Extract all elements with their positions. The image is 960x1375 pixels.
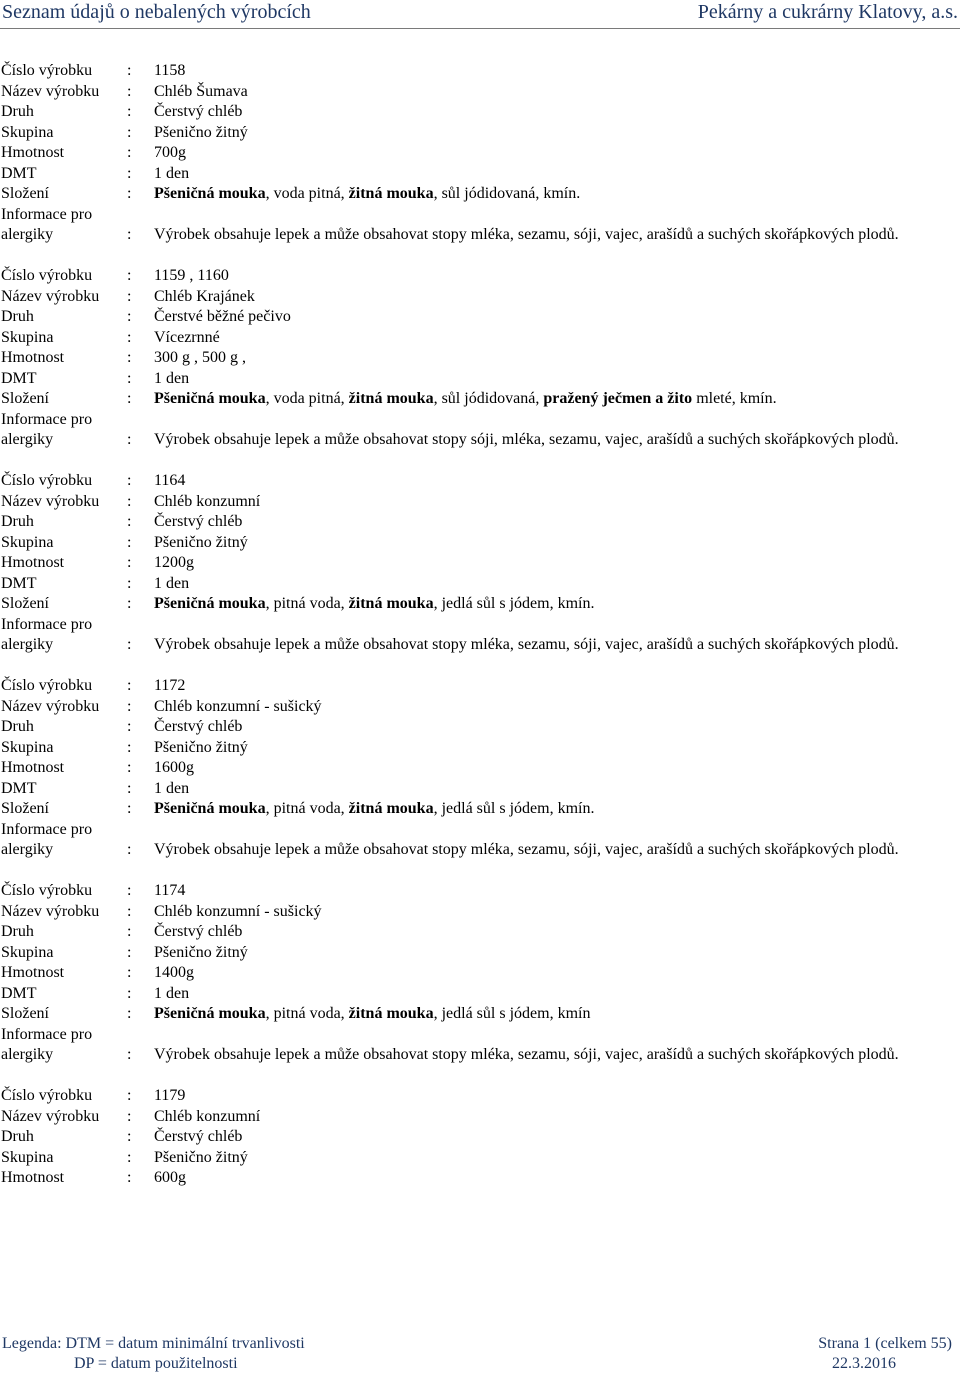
legend-dtm: Legenda: DTM = datum minimální trvanlivosti xyxy=(2,1335,305,1352)
product-composition-label: Složení xyxy=(1,800,49,817)
field-separator: : xyxy=(127,595,132,612)
product-weight-row xyxy=(0,553,960,574)
product-name-row xyxy=(0,492,960,513)
product-type-row xyxy=(0,717,960,738)
product-name-value: Chléb Krajánek xyxy=(154,287,255,305)
ingredient-text: , voda pitná, xyxy=(265,185,349,202)
ingredient-text: , sůl jódidovaná, kmín. xyxy=(433,185,581,202)
product-dmt-value: 1 den xyxy=(154,984,190,1002)
product-composition-label: Složení xyxy=(1,595,49,612)
document-title: Seznam údajů o nebalených výrobcích xyxy=(2,1,311,23)
product-group-label: Skupina xyxy=(1,533,54,551)
product-weight-label: Hmotnost xyxy=(1,1169,65,1186)
product-dmt-row xyxy=(0,369,960,390)
product-number-value: 1159 , 1160 xyxy=(154,267,229,284)
product-group-row xyxy=(0,738,960,759)
product-name-label: Název výrobku xyxy=(1,1107,100,1125)
ingredient-highlight: žitná mouka xyxy=(348,800,434,817)
field-separator: : xyxy=(127,677,132,694)
product-group-value: Pšenično žitný xyxy=(154,943,248,961)
product-composition-row xyxy=(0,1004,960,1025)
field-separator: : xyxy=(127,287,132,305)
product-group-row xyxy=(0,328,960,349)
field-separator: : xyxy=(127,226,132,243)
product-name-row xyxy=(0,1107,960,1128)
product-allergens-value: Výrobek obsahuje lepek a může obsahovat stopy mléka, sezamu, sóji, vajec, arašídů a suchých skořápkových plodů. xyxy=(154,226,899,243)
product-weight-row xyxy=(0,963,960,984)
print-date: 22.3.2016 xyxy=(832,1355,896,1372)
product-weight-row xyxy=(0,143,960,164)
product-type-label: Druh xyxy=(1,923,34,940)
product-type-row xyxy=(0,512,960,533)
product-group-row xyxy=(0,533,960,554)
product-composition-row xyxy=(0,799,960,820)
allergen-label-row xyxy=(0,410,960,431)
product-group-row xyxy=(0,1148,960,1169)
product-type-value: Čerstvý chléb xyxy=(154,923,243,940)
product-composition-row xyxy=(0,594,960,615)
product-weight-label: Hmotnost xyxy=(1,759,65,776)
product-name-label: Název výrobku xyxy=(1,287,100,305)
allergen-label-top: Informace pro xyxy=(1,615,93,633)
allergen-label-top: Informace pro xyxy=(1,1025,93,1043)
ingredient-highlight: Pšeničná mouka xyxy=(154,185,266,202)
product-weight-label: Hmotnost xyxy=(1,964,65,981)
product-group-row xyxy=(0,943,960,964)
product-allergens-value: Výrobek obsahuje lepek a může obsahovat stopy mléka, sezamu, sóji, vajec, arašídů a suchých skořápkových plodů. xyxy=(154,841,899,858)
product-type-label: Druh xyxy=(1,1128,34,1145)
ingredient-text: , jedlá sůl s jódem, kmín xyxy=(433,1005,591,1022)
allergen-label-top: Informace pro xyxy=(1,820,93,838)
product-dmt-label: DMT xyxy=(1,164,37,182)
field-separator: : xyxy=(127,1046,132,1063)
product-number-value: 1158 xyxy=(154,62,186,79)
product-entry xyxy=(0,61,960,246)
product-number-label: Číslo výrobku xyxy=(1,1087,93,1104)
product-composition-label: Složení xyxy=(1,390,49,407)
field-separator: : xyxy=(127,841,132,858)
product-weight-value: 300 g , 500 g , xyxy=(154,349,246,366)
product-dmt-row xyxy=(0,984,960,1005)
field-separator: : xyxy=(127,369,132,387)
product-dmt-label: DMT xyxy=(1,369,37,387)
ingredient-text: , pitná voda, xyxy=(265,595,349,612)
field-separator: : xyxy=(127,1128,132,1145)
field-separator: : xyxy=(127,800,132,817)
product-composition-value xyxy=(154,1004,960,1025)
product-number-row xyxy=(0,881,960,902)
product-number-row xyxy=(0,676,960,697)
field-separator: : xyxy=(127,267,132,284)
field-separator: : xyxy=(127,308,132,325)
ingredient-highlight: žitná mouka xyxy=(348,1005,434,1022)
product-name-label: Název výrobku xyxy=(1,902,100,920)
field-separator: : xyxy=(127,390,132,407)
product-entry xyxy=(0,1086,960,1189)
product-group-label: Skupina xyxy=(1,123,54,141)
product-dmt-row xyxy=(0,779,960,800)
product-weight-value: 1400g xyxy=(154,964,194,981)
header-divider xyxy=(0,28,960,29)
product-allergens-value: Výrobek obsahuje lepek a může obsahovat stopy mléka, sezamu, sóji, vajec, arašídů a suchých skořápkových plodů. xyxy=(154,636,899,653)
product-dmt-value: 1 den xyxy=(154,164,190,182)
product-entry xyxy=(0,676,960,861)
page-footer xyxy=(0,1334,960,1375)
allergen-label-row xyxy=(0,615,960,636)
ingredient-highlight: Pšeničná mouka xyxy=(154,1005,266,1022)
product-weight-row xyxy=(0,1168,960,1189)
product-dmt-row xyxy=(0,574,960,595)
field-separator: : xyxy=(127,123,132,141)
product-number-value: 1172 xyxy=(154,677,186,694)
product-allergens-label: alergiky xyxy=(1,226,54,243)
field-separator: : xyxy=(127,103,132,120)
ingredient-text: mleté, kmín. xyxy=(692,390,777,407)
product-number-row xyxy=(0,471,960,492)
product-type-row xyxy=(0,307,960,328)
product-number-label: Číslo výrobku xyxy=(1,62,93,79)
product-allergens-label: alergiky xyxy=(1,431,54,448)
product-allergens-label: alergiky xyxy=(1,841,54,858)
product-number-row xyxy=(0,61,960,82)
product-name-value: Chléb konzumní xyxy=(154,1107,261,1125)
product-group-label: Skupina xyxy=(1,738,54,756)
company-name: Pekárny a cukrárny Klatovy, a.s. xyxy=(697,1,958,23)
product-number-value: 1179 xyxy=(154,1087,186,1104)
ingredient-text: , sůl jódidovaná, xyxy=(433,390,544,407)
product-type-value: Čerstvé běžné pečivo xyxy=(154,308,291,325)
field-separator: : xyxy=(127,328,132,346)
product-group-value: Pšenično žitný xyxy=(154,738,248,756)
field-separator: : xyxy=(127,349,132,366)
product-name-value: Chléb konzumní - sušický xyxy=(154,902,322,920)
ingredient-text: , jedlá sůl s jódem, kmín. xyxy=(433,595,595,612)
field-separator: : xyxy=(127,82,132,100)
field-separator: : xyxy=(127,902,132,920)
product-weight-value: 1600g xyxy=(154,759,194,776)
product-composition-label: Složení xyxy=(1,1005,49,1022)
product-composition-value xyxy=(154,799,960,820)
product-type-label: Druh xyxy=(1,513,34,530)
allergen-label-top: Informace pro xyxy=(1,205,93,223)
product-name-row xyxy=(0,82,960,103)
product-name-label: Název výrobku xyxy=(1,492,100,510)
product-entry xyxy=(0,471,960,656)
product-dmt-label: DMT xyxy=(1,779,37,797)
product-weight-value: 600g xyxy=(154,1169,186,1186)
field-separator: : xyxy=(127,779,132,797)
product-number-label: Číslo výrobku xyxy=(1,267,93,284)
product-composition-value xyxy=(154,184,960,205)
field-separator: : xyxy=(127,984,132,1002)
ingredient-text: , pitná voda, xyxy=(265,1005,349,1022)
product-dmt-value: 1 den xyxy=(154,369,190,387)
allergen-label-row xyxy=(0,820,960,841)
product-group-value: Pšenično žitný xyxy=(154,1148,248,1166)
page-header xyxy=(0,0,960,30)
product-allergens-value: Výrobek obsahuje lepek a může obsahovat stopy mléka, sezamu, sóji, vajec, arašídů a suchých skořápkových plodů. xyxy=(154,1046,899,1063)
product-number-value: 1164 xyxy=(154,472,186,489)
product-type-row xyxy=(0,1127,960,1148)
allergen-label-row xyxy=(0,1025,960,1046)
product-group-row xyxy=(0,123,960,144)
field-separator: : xyxy=(127,1169,132,1186)
product-allergens-row xyxy=(0,225,960,246)
product-composition-value xyxy=(154,594,960,615)
field-separator: : xyxy=(127,1107,132,1125)
product-type-value: Čerstvý chléb xyxy=(154,513,243,530)
field-separator: : xyxy=(127,62,132,79)
product-number-row xyxy=(0,1086,960,1107)
product-dmt-value: 1 den xyxy=(154,779,190,797)
page-number: Strana 1 (celkem 55) xyxy=(818,1335,952,1352)
ingredient-highlight: Pšeničná mouka xyxy=(154,800,266,817)
product-dmt-label: DMT xyxy=(1,984,37,1002)
product-weight-label: Hmotnost xyxy=(1,144,65,161)
product-name-value: Chléb konzumní xyxy=(154,492,261,510)
product-number-label: Číslo výrobku xyxy=(1,472,93,489)
product-type-label: Druh xyxy=(1,103,34,120)
product-type-row xyxy=(0,102,960,123)
product-entry xyxy=(0,266,960,451)
field-separator: : xyxy=(127,1148,132,1166)
product-type-value: Čerstvý chléb xyxy=(154,103,243,120)
ingredient-highlight: žitná mouka xyxy=(348,390,434,407)
product-weight-row xyxy=(0,758,960,779)
product-type-label: Druh xyxy=(1,308,34,325)
product-composition-row xyxy=(0,389,960,410)
product-group-value: Pšenično žitný xyxy=(154,123,248,141)
field-separator: : xyxy=(127,636,132,653)
ingredient-text: , voda pitná, xyxy=(265,390,349,407)
product-group-label: Skupina xyxy=(1,943,54,961)
field-separator: : xyxy=(127,554,132,571)
product-name-value: Chléb konzumní - sušický xyxy=(154,697,322,715)
product-allergens-row xyxy=(0,635,960,656)
field-separator: : xyxy=(127,923,132,940)
ingredient-highlight: Pšeničná mouka xyxy=(154,390,266,407)
field-separator: : xyxy=(127,718,132,735)
ingredient-highlight: žitná mouka xyxy=(348,595,434,612)
product-name-row xyxy=(0,902,960,923)
product-allergens-label: alergiky xyxy=(1,1046,54,1063)
product-allergens-row xyxy=(0,430,960,451)
product-number-row xyxy=(0,266,960,287)
field-separator: : xyxy=(127,164,132,182)
legend-dp: DP = datum použitelnosti xyxy=(74,1355,238,1372)
product-allergens-row xyxy=(0,840,960,861)
field-separator: : xyxy=(127,943,132,961)
product-weight-label: Hmotnost xyxy=(1,554,65,571)
product-dmt-value: 1 den xyxy=(154,574,190,592)
product-list xyxy=(0,61,960,1209)
field-separator: : xyxy=(127,1005,132,1022)
product-number-value: 1174 xyxy=(154,882,186,899)
product-weight-value: 1200g xyxy=(154,554,194,571)
product-composition-label: Složení xyxy=(1,185,49,202)
field-separator: : xyxy=(127,738,132,756)
product-weight-label: Hmotnost xyxy=(1,349,65,366)
product-group-value: Pšenično žitný xyxy=(154,533,248,551)
product-name-value: Chléb Šumava xyxy=(154,82,248,100)
field-separator: : xyxy=(127,513,132,530)
product-name-label: Název výrobku xyxy=(1,82,100,100)
product-composition-value xyxy=(154,389,960,410)
ingredient-highlight: žitná mouka xyxy=(348,185,434,202)
product-allergens-label: alergiky xyxy=(1,636,54,653)
product-number-label: Číslo výrobku xyxy=(1,882,93,899)
allergen-label-top: Informace pro xyxy=(1,410,93,428)
allergen-label-row xyxy=(0,205,960,226)
field-separator: : xyxy=(127,431,132,448)
product-group-label: Skupina xyxy=(1,328,54,346)
field-separator: : xyxy=(127,574,132,592)
product-composition-row xyxy=(0,184,960,205)
ingredient-highlight: pražený ječmen a žito xyxy=(543,390,693,407)
product-allergens-value: Výrobek obsahuje lepek a může obsahovat stopy sóji, mléka, sezamu, vajec, arašídů a suchých skořápkových plodů. xyxy=(154,431,899,448)
product-type-row xyxy=(0,922,960,943)
product-dmt-row xyxy=(0,164,960,185)
product-weight-value: 700g xyxy=(154,144,186,161)
field-separator: : xyxy=(127,144,132,161)
field-separator: : xyxy=(127,882,132,899)
field-separator: : xyxy=(127,1087,132,1104)
product-allergens-row xyxy=(0,1045,960,1066)
field-separator: : xyxy=(127,759,132,776)
ingredient-text: , pitná voda, xyxy=(265,800,349,817)
field-separator: : xyxy=(127,185,132,202)
product-group-value: Vícezrnné xyxy=(154,328,220,346)
field-separator: : xyxy=(127,533,132,551)
field-separator: : xyxy=(127,964,132,981)
product-name-row xyxy=(0,697,960,718)
field-separator: : xyxy=(127,697,132,715)
product-type-label: Druh xyxy=(1,718,34,735)
product-dmt-label: DMT xyxy=(1,574,37,592)
product-type-value: Čerstvý chléb xyxy=(154,718,243,735)
product-name-label: Název výrobku xyxy=(1,697,100,715)
product-name-row xyxy=(0,287,960,308)
ingredient-text: , jedlá sůl s jódem, kmín. xyxy=(433,800,595,817)
ingredient-highlight: Pšeničná mouka xyxy=(154,595,266,612)
product-entry xyxy=(0,881,960,1066)
product-type-value: Čerstvý chléb xyxy=(154,1128,243,1145)
product-weight-row xyxy=(0,348,960,369)
product-group-label: Skupina xyxy=(1,1148,54,1166)
field-separator: : xyxy=(127,472,132,489)
field-separator: : xyxy=(127,492,132,510)
product-number-label: Číslo výrobku xyxy=(1,677,93,694)
